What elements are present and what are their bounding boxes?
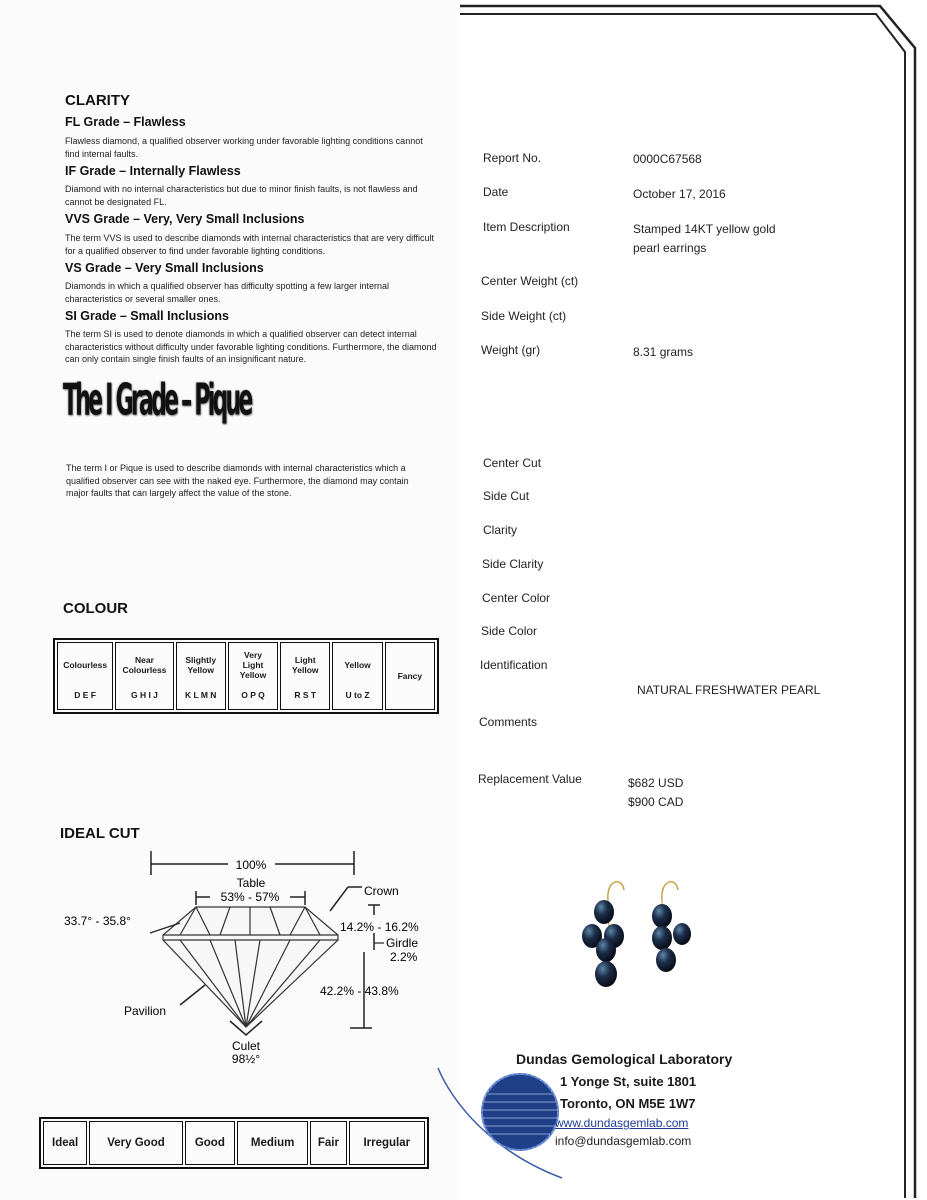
label-culet: Culet <box>231 1039 261 1053</box>
label-pavilion-depth: 42.2% - 43.8% <box>320 984 399 998</box>
comments-label: Comments <box>479 715 538 729</box>
cut-grade-fair: Fair <box>310 1121 346 1165</box>
lab-name: Dundas Gemological Laboratory <box>516 1051 733 1067</box>
report-no-label: Report No. <box>483 151 542 165</box>
lab-email[interactable]: info@dundasgemlab.com <box>555 1134 692 1148</box>
colour-letters: U to Z <box>345 690 370 700</box>
colour-letters: O P Q <box>241 690 265 700</box>
colour-name: Fancy <box>397 671 423 681</box>
colour-cell-colourless <box>57 642 113 710</box>
replacement-value-usd: $682 USD <box>628 776 684 790</box>
colour-name: Light Yellow <box>292 655 319 675</box>
grade-desc-if: Diamond with no internal characteristics but due to minor finish faults, is not flawless and cannot be designated FL. <box>65 184 418 207</box>
item-description-label: Item Description <box>483 220 570 234</box>
grade-title-vvs: VVS Grade – Very, Very Small Inclusions <box>65 212 305 226</box>
colour-heading: COLOUR <box>63 600 128 617</box>
label-crown-angle: 33.7° - 35.8° <box>64 914 131 928</box>
colour-name: Near Colourless <box>122 655 167 675</box>
grade-desc-fl: Flawless diamond, a qualified observer working under favorable lighting conditions cannot find internal faults. <box>65 136 423 159</box>
label-pavilion: Pavilion <box>124 1004 167 1018</box>
center-cut-label: Center Cut <box>483 456 542 470</box>
item-description-line1: Stamped 14KT yellow gold <box>633 222 776 236</box>
side-color-label: Side Color <box>481 624 538 638</box>
pearl-earrings-photo <box>570 870 700 1000</box>
replacement-value-cad: $900 CAD <box>628 795 684 809</box>
label-crown: Crown <box>364 884 399 898</box>
colour-cell-fancy <box>385 642 435 710</box>
label-girdle: Girdle <box>386 936 419 950</box>
colour-letters: K L M N <box>184 690 217 700</box>
colour-cell-light-yellow <box>280 642 330 710</box>
date-label: Date <box>483 185 509 199</box>
grade-title-fl: FL Grade – Flawless <box>65 115 186 129</box>
cut-grade-ideal: Ideal <box>43 1121 87 1165</box>
lab-address-line2: Toronto, ON M5E 1W7 <box>560 1096 696 1111</box>
lab-website-link[interactable]: www.dundasgemlab.com <box>555 1116 689 1130</box>
cut-grade-good: Good <box>185 1121 235 1165</box>
colour-letters: R S T <box>294 690 317 700</box>
center-color-label: Center Color <box>482 591 551 605</box>
cut-grade-irregular: Irregular <box>349 1121 425 1165</box>
grade-title-vs: VS Grade – Very Small Inclusions <box>65 261 264 275</box>
replacement-value-label: Replacement Value <box>478 772 582 786</box>
cut-grade-medium: Medium <box>237 1121 308 1165</box>
colour-name: Colourless <box>63 660 108 670</box>
pique-grade-desc: The term I or Pique is used to describe diamonds with internal characteristics which a qualified observer can see with the naked eye. Furthermore, the diamond may contain major faults that can largely affect the value of the stone. <box>66 463 409 498</box>
clarity-label: Clarity <box>483 523 518 537</box>
colour-cell-near-colourless <box>115 642 173 710</box>
label-total-width: 100% <box>235 858 267 872</box>
report-no-value: 0000C67568 <box>633 152 702 166</box>
clarity-heading: CLARITY <box>65 92 130 109</box>
center-weight-label: Center Weight (ct) <box>481 274 579 288</box>
side-clarity-label: Side Clarity <box>482 557 544 571</box>
lab-address-line1: 1 Yonge St, suite 1801 <box>560 1074 697 1089</box>
side-weight-label: Side Weight (ct) <box>481 309 567 323</box>
label-table: Table <box>236 876 266 890</box>
grade-desc-vvs: The term VVS is used to describe diamonds with internal characteristics that are very difficult for a qualified observer to find under favorable lighting conditions. <box>65 233 434 256</box>
earring-right <box>652 882 691 972</box>
cut-grade-scale <box>39 1117 429 1169</box>
identification-label: Identification <box>480 658 548 672</box>
colour-cell-yellow <box>332 642 382 710</box>
colour-letters: G H I J <box>130 690 158 700</box>
label-girdle-pct: 2.2% <box>390 950 418 964</box>
label-culet-angle: 98½° <box>231 1052 261 1066</box>
earring-left <box>582 882 624 987</box>
weight-label: Weight (gr) <box>481 343 541 357</box>
date-value: October 17, 2016 <box>633 187 726 201</box>
colour-letters: D E F <box>74 690 97 700</box>
ideal-cut-heading: IDEAL CUT <box>60 825 140 842</box>
pique-grade-title: The I Grade – Pique <box>63 375 251 426</box>
colour-name: Very Light Yellow <box>239 650 267 680</box>
item-description-line2: pearl earrings <box>633 241 707 255</box>
weight-value: 8.31 grams <box>633 345 694 359</box>
colour-cell-slightly-yellow <box>176 642 226 710</box>
side-cut-label: Side Cut <box>483 489 530 503</box>
colour-scale <box>53 638 439 714</box>
identification-value: NATURAL FRESHWATER PEARL <box>637 683 821 697</box>
colour-name: Slightly Yellow <box>185 655 217 675</box>
ideal-cut-diagram <box>50 845 450 1070</box>
colour-cell-very-light-yellow <box>228 642 278 710</box>
cut-grade-very-good: Very Good <box>89 1121 182 1165</box>
grade-title-if: IF Grade – Internally Flawless <box>65 164 241 178</box>
diamond-outline <box>163 907 338 1027</box>
label-table-range: 53% - 57% <box>220 890 280 904</box>
grade-desc-si: The term SI is used to denote diamonds in which a qualified observer can detect internal characteristics without difficulty under favorable lighting conditions. Furthermore, the diamond can only contain single finish faults of an insignificant nature. <box>65 329 437 364</box>
label-crown-height: 14.2% - 16.2% <box>340 920 419 934</box>
colour-name: Yellow <box>344 660 371 670</box>
lab-seal <box>432 1062 572 1182</box>
grade-desc-vs: Diamonds in which a qualified observer has difficulty spotting a few larger internal characteristics or several smaller ones. <box>65 281 390 304</box>
grade-title-si: SI Grade – Small Inclusions <box>65 309 229 323</box>
